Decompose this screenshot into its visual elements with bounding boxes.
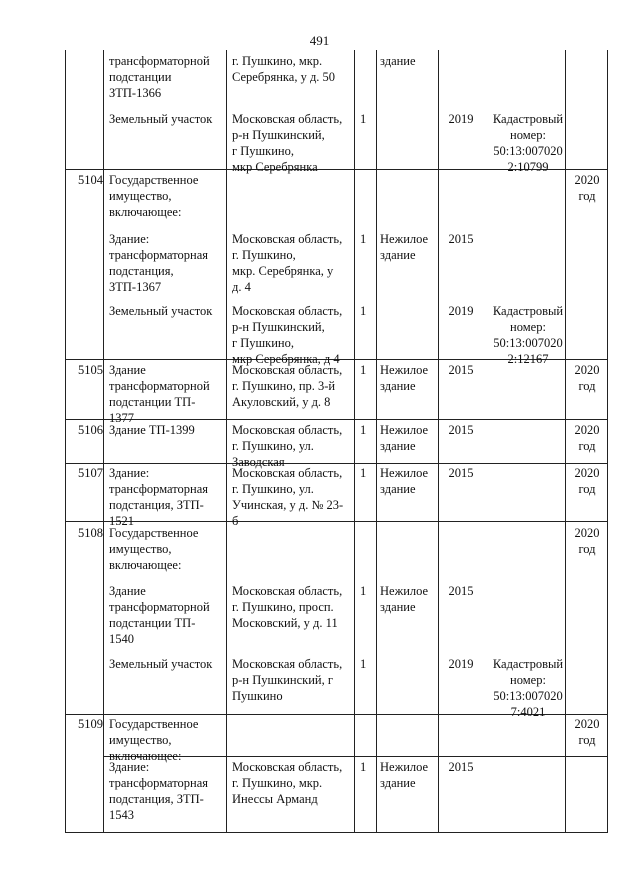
entry-number: 5106	[78, 423, 103, 437]
object-name: Земельный участок	[109, 112, 213, 126]
object-name: Земельный участок	[109, 304, 213, 318]
object-year: 2015	[448, 760, 474, 774]
object-year: 2019	[448, 657, 474, 671]
object-name: Здание: трансформаторная подстанция, ЗТП- 1521	[109, 466, 209, 528]
object-year: 2019	[448, 304, 474, 318]
object-address: Московская область, г. Пушкино, пр. 3-й Акуловский, у д. 8	[232, 363, 343, 409]
object-address: Московская область, р-н Пушкинский, г Пушкино, мкр Серебрянка	[232, 112, 343, 174]
object-name: Здание трансформаторной подстанции ТП- 1540	[109, 584, 210, 646]
entry-number: 5104	[78, 173, 103, 187]
object-quantity: 1	[360, 584, 367, 598]
object-quantity: 1	[360, 466, 367, 480]
object-note: Кадастровый номер: 50:13:007020 2:10799	[492, 112, 564, 174]
entry-number: 5105	[78, 363, 103, 377]
object-address: Московская область, г. Пушкино, мкр. Серебрянка, у д. 4	[232, 232, 343, 294]
object-type: Нежилое здание	[380, 584, 429, 614]
object-year: 2019	[448, 112, 474, 126]
object-name: Государственное имущество, включающее:	[109, 173, 199, 219]
entry-number: 5107	[78, 466, 103, 480]
object-address: Московская область, г. Пушкино, ул. Заводская	[232, 423, 343, 469]
object-name: Здание: трансформаторная подстанция, ЗТП- 1543	[109, 760, 209, 822]
object-type: здание	[380, 54, 416, 68]
object-year: 2015	[448, 232, 474, 246]
page-number: 491	[309, 33, 330, 48]
object-address: Московская область, г. Пушкино, просп. Московский, у д. 11	[232, 584, 343, 630]
object-type: Нежилое здание	[380, 232, 429, 262]
object-type: Нежилое здание	[380, 466, 429, 496]
object-quantity: 1	[360, 657, 367, 671]
entry-number: 5108	[78, 526, 103, 540]
entry-number: 5109	[78, 717, 103, 731]
object-type: Нежилое здание	[380, 423, 429, 453]
object-quantity: 1	[360, 304, 367, 318]
object-address: Московская область, г. Пушкино, мкр. Инессы Арманд	[232, 760, 343, 806]
object-note: Кадастровый номер: 50:13:007020 2:12167	[492, 304, 564, 366]
object-address: Московская область, г. Пушкино, ул. Учинская, у д. № 23- б	[232, 466, 344, 528]
object-name: Государственное имущество, включающее:	[109, 526, 199, 572]
object-year: 2015	[448, 584, 474, 598]
property-table	[65, 50, 608, 833]
object-type: Нежилое здание	[380, 760, 429, 790]
object-note: Кадастровый номер: 50:13:007020 7:4021	[492, 657, 564, 719]
object-type: Нежилое здание	[380, 363, 429, 393]
object-date: 2020 год	[574, 173, 600, 203]
object-name: Земельный участок	[109, 657, 213, 671]
object-quantity: 1	[360, 112, 367, 126]
object-quantity: 1	[360, 760, 367, 774]
object-date: 2020 год	[574, 423, 600, 453]
object-address: г. Пушкино, мкр. Серебрянка, у д. 50	[232, 54, 336, 84]
object-quantity: 1	[360, 232, 367, 246]
object-quantity: 1	[360, 363, 367, 377]
object-address: Московская область, р-н Пушкинский, г Пушкино, мкр Серебрянка, д 4	[232, 304, 343, 366]
object-year: 2015	[448, 466, 474, 480]
object-address: Московская область, р-н Пушкинский, г Пушкино	[232, 657, 343, 703]
object-name: Государственное имущество, включающее:	[109, 717, 199, 763]
object-quantity: 1	[360, 423, 367, 437]
object-date: 2020 год	[574, 717, 600, 747]
object-name: Здание трансформаторной подстанции ТП- 1377	[109, 363, 210, 425]
object-name: Здание: трансформаторная подстанция, ЗТП-1367	[109, 232, 209, 294]
object-name: Здание ТП-1399	[109, 423, 195, 437]
object-name: трансформаторной подстанции ЗТП-1366	[109, 54, 210, 100]
object-date: 2020 год	[574, 466, 600, 496]
object-year: 2015	[448, 423, 474, 437]
object-year: 2015	[448, 363, 474, 377]
object-date: 2020 год	[574, 363, 600, 393]
object-date: 2020 год	[574, 526, 600, 556]
